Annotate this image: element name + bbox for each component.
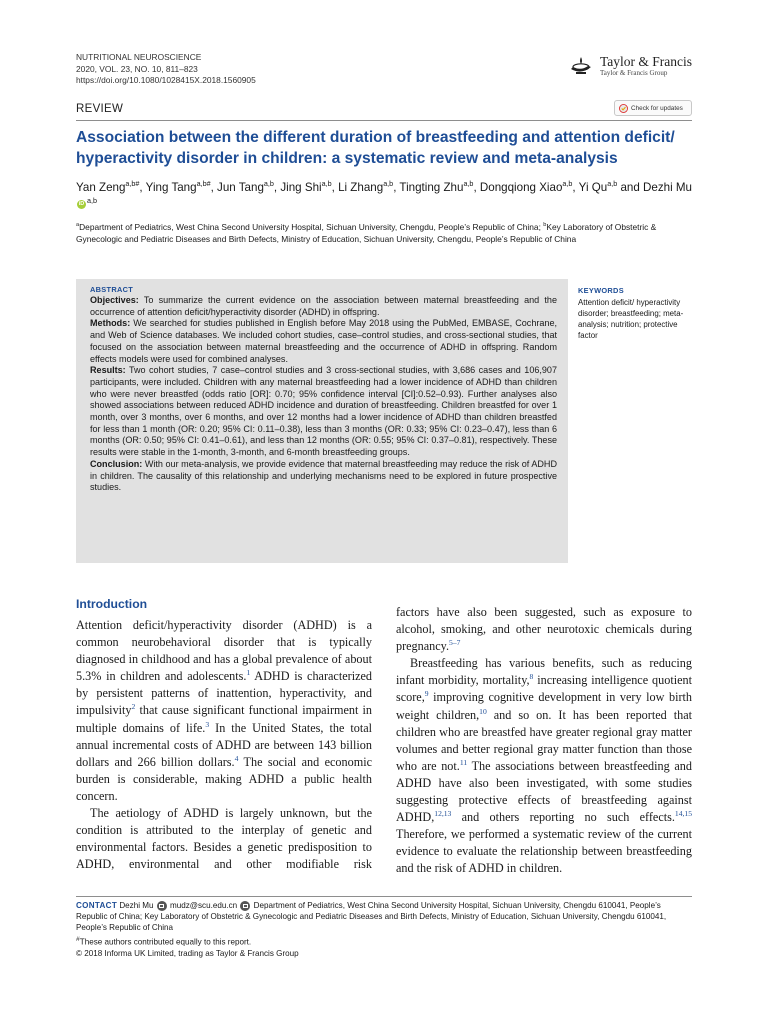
author-affiliation-mark: a,b [263, 179, 274, 189]
author-name[interactable]: Yi Qu [578, 181, 608, 194]
contact-name: Dezhi Mu [119, 901, 154, 910]
results-text: Two cohort studies, 7 case–control studies and 3 cross-sectional studies, with 3,686 cases and 106,907 participants, were included. Children with any maternal breastfeeding had a lower incidence of ADHD than children who were never breastfed (odds ratio [OR]: 0.70; 95% confidence interval [CI]:0.52–0.93). Further analyses also showed associations between reduced ADHD incidence and duration of breastfeeding. Children breastfed for over 1 month, over 3 months, over 6 months, and over 12 months had a lower incidence of ADHD than children breastfed for less than 1 month (OR: 0.20; 95% CI: 0.11–0.38), less than 3 months (OR: 0.33; 95% CI: 0.23–0.47), less than 6 months (OR: 0.50; 95% CI: 0.41–0.61), and less than 12 months (OR: 0.55; 95% CI: 0.37–0.81), respectively. These results were stable in the 1-month, 3-month, and 6-month breastfeeding groups. [90, 365, 557, 458]
author-affiliation-mark: a,b [607, 179, 618, 189]
abstract-heading: ABSTRACT [90, 285, 134, 294]
citation-ref[interactable]: 10 [479, 706, 487, 716]
methods-label: Methods: [90, 318, 131, 329]
affiliation-b: Key Laboratory of Obstetric & Gynecologic and Pediatric Diseases and Birth Defects, Ministry of Education, Sichuan University, Chengdu, People’s Republic of China [76, 222, 657, 245]
taylor-francis-lamp-icon [568, 55, 594, 77]
citation-ref[interactable]: 3 [205, 719, 210, 729]
abstract-results [90, 365, 557, 459]
affiliation-a-mark: a [76, 222, 80, 229]
body-column-left [76, 596, 372, 873]
citation-ref[interactable]: 14,15 [674, 809, 692, 819]
equal-contribution-text: These authors contributed equally to this report. [79, 937, 252, 947]
author-affiliation-mark: a,b# [196, 179, 211, 189]
citation-ref[interactable]: 11 [459, 757, 468, 767]
conclusion-text: With our meta-analysis, we provide evidence that maternal breastfeeding may reduce the risk of ADHD in children. The causality of this relationship and underlying mechanisms need to be explored in future prospective studies. [90, 458, 557, 493]
author-name[interactable]: Ying Tang [145, 181, 197, 194]
abstract-box [76, 279, 568, 563]
intro-paragraph-1: Attention deficit/hyperactivity disorder (ADHD) is a common neurobehavioral disorder that is typically diagnosed in childhood and has a global prevalence of about 5.3% in children and adolescents.$^1$ ADHD is characterized by persistent patterns of inattention, hyperactivity, and impulsivity$^2$ that cause significant functional impairment in multiple domains of life.$^3$ In the United States, the total annual incremental costs of ADHD are between 143 billion dollars and 266 billion dollars.$^4$ The social and economic burden is considerable, making ADHD a public health concern. [76, 618, 372, 803]
author-name[interactable]: Dezhi Mu [643, 181, 692, 194]
header-divider [76, 120, 692, 121]
affiliations [76, 221, 694, 245]
publisher-group: Taylor & Francis Group [600, 69, 668, 77]
contact-line [76, 900, 694, 934]
author-name[interactable]: Dongqiong Xiao [479, 181, 563, 194]
objectives-label: Objectives: [90, 295, 139, 305]
citation-ref[interactable]: 4 [234, 753, 239, 763]
equal-contribution-mark: # [76, 935, 80, 943]
introduction-heading: Introduction [76, 597, 148, 611]
keywords-panel [578, 286, 698, 341]
results-label: Results: [90, 365, 126, 376]
contact-email-link[interactable]: mudz@scu.edu.cn [170, 901, 238, 910]
author-affiliation-mark: a,b [562, 179, 573, 189]
author-name[interactable]: Li Zhang [338, 181, 384, 194]
contact-address: Department of Pediatrics, West China Second University Hospital, Sichuan University, Chengdu 610041, People’s Republic of China; Key Laboratory of Obstetric & Gynecologic and Pediatric Diseases and Birth Defects, Ministry of Education, Sichuan University, Chengdu 610041, People’s Republic of China [76, 901, 667, 933]
equal-contribution-note [76, 934, 694, 948]
intro-paragraph-2-end: factors have also been suggested, such as exposure to alcohol, smoking, and other neurotoxic chemicals during pregnancy.$^{5-7}$ [396, 605, 692, 654]
body-column-right [396, 604, 692, 878]
objectives-text: To summarize the current evidence on the association between maternal breastfeeding and the occurrence of attention deficit/hyperactivity disorder (ADHD) in offspring. [90, 295, 557, 317]
citation-ref[interactable]: 9 [424, 689, 429, 699]
citation-ref[interactable]: 5–7 [449, 638, 461, 648]
article-type: REVIEW [76, 103, 124, 115]
journal-info [76, 52, 256, 87]
affiliation-a: Department of Pediatrics, West China Second University Hospital, Sichuan University, Chengdu, People’s Republic of China; [79, 222, 544, 232]
author-list: Yan Zeng$^{a,b\#}$, Ying Tang$^{a,b\#}$, Jun Tang$^{a,b}$, Jing Shi$^{a,b}$, Li Zhang$^{a,b}$, Tingting Zhu$^{a,b}$, Dongqiong Xiao$^{a,b}$, Yi Qu$^{a,b}$ and Dezhi Mu iD $^{a,b}$ [76, 179, 692, 207]
author-affiliation-mark: a,b# [125, 179, 140, 189]
email-icon [157, 901, 167, 911]
intro-paragraph-3: Breastfeeding has various benefits, such as reducing infant morbidity, mortality,$^8$ increasing intelligence quotient score,$^9$ improving cognitive development in very low birth weight children,$^{10}$ and so on. It has been reported that children who are breastfed have greater regional gray matter volumes and better regional gray matter function than those who are not.$^{11}$ The associations between breastfeeding and ADHD have also been investigated, with some studies suggesting protective effects of breastfeeding against ADHD,$^{12,13}$ and others reporting no such effects.$^{14,15}$ Therefore, we performed a systematic review of the current evidence to evaluate the relationship between breastfeeding and the risk of ADHD in children. [396, 656, 692, 876]
affiliation-b-mark: b [543, 222, 547, 229]
journal-name: NUTRITIONAL NEUROSCIENCE [76, 52, 202, 62]
journal-volume: 2020, VOL. 23, NO. 10, 811–823 [76, 63, 198, 74]
author-affiliation-mark: a,b [87, 195, 97, 205]
orcid-icon[interactable]: iD [78, 200, 85, 207]
conclusion-label: Conclusion: [90, 458, 143, 469]
keywords-heading: KEYWORDS [578, 286, 624, 295]
article-title: Association between the different duration of breastfeeding and attention deficit/ hyperactivity disorder in children: a systematic review and meta-analysis [76, 129, 675, 167]
check-updates-label: Check for updates [631, 104, 683, 112]
publisher-logo [568, 54, 692, 78]
contact-label: CONTACT [76, 901, 118, 910]
author-affiliation-mark: a,b [383, 179, 394, 189]
abstract-objectives [90, 295, 557, 318]
copyright: © 2018 Informa UK Limited, trading as Taylor & Francis Group [76, 948, 299, 958]
author-name[interactable]: Tingting Zhu [399, 181, 464, 194]
abstract-methods [90, 318, 557, 365]
footnotes [76, 900, 694, 959]
author-affiliation-mark: a,b [321, 179, 332, 189]
check-for-updates-button[interactable] [614, 100, 692, 116]
keywords-list: Attention deficit/ hyperactivity disorder; breastfeeding; meta-analysis; nutrition; protective factor [578, 298, 684, 341]
publisher-name: Taylor & Francis [600, 54, 693, 69]
author-name[interactable]: Yan Zeng [76, 181, 126, 194]
check-updates-icon [619, 104, 628, 113]
citation-ref[interactable]: 2 [131, 702, 136, 712]
citation-ref[interactable]: 1 [246, 668, 251, 678]
author-name[interactable]: Jun Tang [217, 181, 264, 194]
address-icon [240, 901, 250, 911]
methods-text: We searched for studies published in English before May 2018 using the PubMed, EMBASE, Cochrane, and Web of Science databases. We included cohort studies, case–control studies, and cross-sectional studies, that focused on the association between maternal breastfeeding and the occurrence of ADHD in offspring. Random effects models were used for combined analyses. [90, 318, 557, 364]
citation-ref[interactable]: 8 [529, 672, 534, 682]
author-name[interactable]: Jing Shi [280, 181, 322, 194]
abstract-conclusion [90, 459, 557, 494]
journal-doi[interactable]: https://doi.org/10.1080/1028415X.2018.1560905 [76, 75, 256, 86]
footer-divider [76, 896, 692, 897]
author-affiliation-mark: a,b [463, 179, 474, 189]
intro-paragraph-2-start: The aetiology of ADHD is largely unknown, but the condition is attributed to the interplay of genetic and environmental factors. Besides a genetic predisposition to ADHD, environmental and other modifiable risk [76, 806, 372, 872]
citation-ref[interactable]: 12,13 [434, 809, 452, 819]
